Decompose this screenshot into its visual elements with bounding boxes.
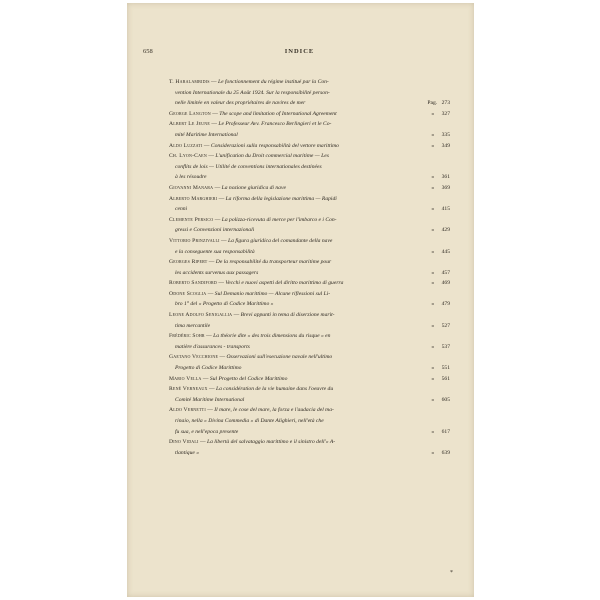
toc-entry-page-number: 429: [441, 227, 450, 234]
toc-entry-title-line: Brevi appunti in tema di diserzione marit-: [240, 312, 335, 319]
toc-entry-page-ref: [431, 204, 450, 215]
toc-entry-author: Georges Ripert: [169, 259, 208, 266]
toc-entry-title-line: Sul Progetto del Codice Marittimo: [209, 375, 288, 382]
toc-entry-author: Dino Vidali: [169, 439, 199, 446]
toc-entry-title-line: Le Professeur Avv. Francesco Berlingieri et le Co-: [218, 121, 332, 128]
toc-entry-author: George Langton: [169, 110, 211, 117]
toc-entry-text: [169, 183, 450, 194]
toc-entry-page-number: 469: [441, 280, 450, 287]
toc-entry-line: [169, 384, 410, 395]
toc-entry-line: [169, 278, 410, 289]
toc-entry-separator: —: [207, 386, 216, 393]
toc-entry: [169, 194, 450, 215]
toc-entry-text: [169, 236, 450, 257]
toc-entry-page-number: 273: [441, 100, 450, 107]
toc-entry-title-line: L'unification du Droit commercial maritime — Les: [215, 153, 329, 160]
toc-entry: [169, 151, 450, 183]
toc-entry-page-prefix: »: [431, 227, 435, 234]
toc-entry-separator: —: [219, 237, 229, 244]
toc-entry-line: [169, 352, 410, 363]
toc-entry-line: [169, 109, 410, 120]
toc-entry: [169, 109, 450, 120]
toc-entry-author: Giovanni Manara: [169, 184, 214, 191]
toc-entry-author: Odone Scoglia: [169, 290, 207, 297]
toc-entry-line: [169, 204, 410, 215]
toc-entry-text: [169, 215, 450, 236]
toc-entry-text: [169, 352, 450, 373]
toc-entry-text: [169, 119, 450, 140]
toc-entry-page-ref: [431, 130, 450, 141]
toc-entry-page-prefix: »: [431, 184, 435, 191]
toc-entry-page-prefix: »: [431, 142, 435, 149]
toc-entry-page-prefix: »: [431, 322, 435, 329]
toc-entry-title-line: De la responsabilité du transporteur maritime pour: [215, 259, 332, 266]
toc-entry-title-line: e la conseguente sua responsabilità: [175, 248, 255, 255]
toc-entry-title-line: Comité Maritime International: [175, 396, 245, 403]
toc-entry-page-number: 361: [441, 174, 450, 181]
toc-entry-page-number: 415: [441, 206, 450, 213]
toc-entry: [169, 278, 450, 289]
toc-entry-page-number: 605: [441, 396, 450, 403]
toc-entry-text: [169, 310, 450, 331]
toc-entry-page-ref: [431, 278, 450, 289]
toc-entry-title-line: vention Internationale du 25 Août 1924. Sur la responsibilité person-: [175, 89, 330, 96]
toc-entry-page-number: 551: [441, 365, 450, 372]
toc-entry-line: [169, 98, 410, 109]
toc-entry-line: [169, 225, 410, 236]
toc-entry-page-prefix: »: [431, 449, 435, 456]
toc-entry-line: [169, 172, 410, 183]
toc-entry-page-ref: [431, 141, 450, 152]
toc-entry-line: [169, 215, 410, 226]
toc-entry-separator: —: [209, 79, 219, 85]
toc-entry-text: [169, 331, 450, 352]
toc-entry-author: Aldo Vernetti: [169, 407, 206, 414]
toc-entry: [169, 331, 450, 352]
toc-entry-line: [169, 405, 410, 416]
toc-entry-text: [169, 437, 450, 458]
toc-entry-page-number: 479: [441, 301, 450, 308]
toc-entry-page-prefix: »: [431, 365, 435, 372]
toc-entry-title-line: conflits de lois — Utilité de conventions internationales destinées: [175, 163, 322, 170]
toc-entry-title-line: cenni: [175, 206, 188, 213]
toc-entry-separator: —: [207, 259, 216, 266]
toc-entry-line: [169, 236, 410, 247]
toc-entry-line: [169, 416, 410, 427]
toc-entry-page-prefix: »: [431, 174, 435, 181]
table-of-contents: [169, 77, 450, 458]
toc-entry-separator: —: [213, 216, 222, 223]
toc-entry: [169, 405, 450, 437]
toc-entry-title-line: Considerazioni sulla responsabilità del vettore marittimo: [210, 142, 339, 149]
toc-entry-line: [169, 141, 410, 152]
toc-entry: [169, 236, 450, 257]
toc-entry-title-line: La considération de la vie humaine dans l'oeuvre du: [215, 386, 334, 393]
toc-entry-page-ref: [431, 247, 450, 258]
toc-entry: [169, 77, 450, 109]
toc-entry-title-line: Il mare, le cose del mare, la forza e l'audacia del ma-: [214, 407, 334, 414]
toc-entry-separator: —: [206, 153, 216, 160]
toc-entry: [169, 183, 450, 194]
toc-entry-line: [169, 77, 410, 88]
toc-entry-author: T. Haralambidis: [169, 79, 210, 85]
toc-entry-line: [169, 247, 410, 258]
toc-entry-page-number: 457: [441, 269, 450, 276]
toc-entry-title-line: La théorie dite « des trois dimensions du risque » en: [213, 333, 331, 340]
toc-entry: [169, 257, 450, 278]
toc-entry-page-number: 639: [441, 449, 450, 456]
toc-entry-page-ref: [431, 448, 450, 459]
toc-entry-page-ref: [431, 395, 450, 406]
toc-entry-title-line: La figura giuridica del comandante della nave: [228, 237, 333, 244]
toc-entry-title-line: La libertà del salvataggio marittimo e il sinistro dell'« A-: [206, 439, 336, 446]
toc-entry-line: [169, 331, 410, 342]
toc-entry-author: Leone Adolfo Senigallia: [169, 312, 233, 319]
toc-entry-title-line: rinaio, nella « Divina Commedia » di Dante Alighieri, nell'età che: [175, 418, 324, 424]
toc-entry-line: [169, 374, 410, 385]
toc-entry-page-number: 369: [441, 184, 450, 191]
toc-entry-page-prefix: Pag.: [427, 100, 438, 107]
toc-entry-line: [169, 395, 410, 406]
toc-entry-separator: —: [202, 142, 211, 149]
toc-entry-title-line: bro 1° del « Progetto di Codice Marittimo »: [175, 301, 274, 308]
book-page: [127, 3, 474, 597]
toc-entry-page-ref: [427, 98, 450, 109]
toc-entry-page-prefix: »: [431, 428, 435, 435]
running-head: [143, 48, 456, 60]
toc-entry-page-ref: [431, 299, 450, 310]
toc-entry-title-line: Vecchi e nuovi aspetti del diritto marittimo di guerra: [225, 280, 344, 287]
toc-entry-title-line: Osservazioni sull'esecuzione navale nell'ultimo: [226, 354, 333, 361]
toc-entry-text: [169, 77, 450, 109]
toc-entry-separator: —: [232, 312, 241, 319]
toc-entry-page-number: 537: [441, 343, 450, 350]
toc-entry-author: René Verneaux: [169, 386, 208, 393]
toc-entry-author: Frédéric Sohr: [169, 333, 205, 340]
toc-entry-line: [169, 289, 410, 300]
toc-entry-line: [169, 342, 410, 353]
toc-entry-separator: —: [218, 354, 227, 361]
toc-entry-page-prefix: »: [431, 396, 435, 403]
toc-entry-page-number: 349: [441, 142, 450, 149]
toc-entry-page-number: 561: [441, 375, 450, 382]
toc-entry-line: [169, 448, 410, 459]
toc-entry-line: [169, 310, 410, 321]
toc-entry-text: [169, 109, 450, 120]
toc-entry-title-line: nelle limitée en valeur des propriétaires de navires de mer: [175, 100, 306, 107]
toc-entry-separator: —: [210, 110, 220, 117]
toc-entry-line: [169, 183, 410, 194]
toc-entry-title-line: fu sua, e nell'epoca presente: [175, 428, 239, 435]
toc-entry-line: [169, 268, 410, 279]
toc-entry-page-ref: [431, 268, 450, 279]
toc-entry: [169, 374, 450, 385]
toc-entry-title-line: Sul Demanio marittimo — Alcune riflessioni sul Li-: [214, 290, 331, 297]
toc-entry-separator: —: [206, 290, 215, 297]
toc-entry-page-ref: [431, 183, 450, 194]
toc-entry-author: Clemente Persico: [169, 216, 214, 223]
toc-entry-page-ref: [431, 321, 450, 332]
toc-entry-text: [169, 384, 450, 405]
toc-entry-page-prefix: »: [431, 269, 435, 276]
toc-entry: [169, 141, 450, 152]
toc-entry-page-number: 327: [441, 110, 450, 117]
toc-entry-title-line: tima mercantile: [175, 322, 211, 329]
toc-entry-page-ref: [431, 109, 450, 120]
toc-entry-title-line: Progetto di Codice Marittimo: [175, 365, 242, 372]
toc-entry-page-prefix: »: [431, 131, 435, 138]
toc-entry-line: [169, 194, 410, 205]
toc-entry-text: [169, 278, 450, 289]
toc-entry-page-number: 527: [441, 322, 450, 329]
toc-entry-title-line: La nozione giuridica di nave: [221, 184, 286, 191]
toc-entry-page-ref: [431, 363, 450, 374]
toc-entry-separator: —: [205, 407, 215, 414]
toc-entry-author: Aldo Luzzati: [169, 142, 203, 149]
toc-entry-page-ref: [431, 172, 450, 183]
toc-entry-title-line: mité Maritime International: [175, 131, 238, 138]
toc-entry-line: [169, 88, 410, 99]
toc-entry-separator: —: [213, 184, 222, 191]
toc-entry: [169, 384, 450, 405]
toc-entry-line: [169, 162, 410, 173]
toc-entry-separator: —: [217, 280, 226, 287]
toc-entry-line: [169, 299, 410, 310]
toc-entry-title-line: tlantique »: [175, 449, 200, 456]
toc-entry-page-number: 335: [441, 131, 450, 138]
toc-entry-line: [169, 119, 410, 130]
toc-entry-separator: —: [198, 439, 207, 446]
toc-entry: [169, 437, 450, 458]
toc-entry-page-prefix: »: [431, 343, 435, 350]
toc-entry-text: [169, 289, 450, 310]
toc-entry: [169, 215, 450, 236]
toc-entry-line: [169, 130, 410, 141]
toc-entry-line: [169, 151, 410, 162]
toc-entry-page-prefix: »: [431, 206, 435, 213]
toc-entry-author: Roberto Sandiford: [169, 280, 217, 287]
page-number: 658: [143, 48, 153, 55]
toc-entry-title-line: Le fonctionnement du régime institué par la Con-: [218, 79, 329, 85]
toc-entry-title-line: matière d'assurances - transports: [175, 343, 250, 350]
toc-entry: [169, 352, 450, 373]
toc-entry-line: [169, 427, 410, 438]
toc-entry-text: [169, 194, 450, 215]
toc-entry-title-line: à les résoudre: [175, 174, 207, 181]
toc-entry-author: Gaetano Vecchione: [169, 354, 219, 361]
toc-entry: [169, 310, 450, 331]
toc-entry-text: [169, 405, 450, 437]
footer-mark: *: [450, 570, 453, 576]
toc-entry-author: Alberto Marghieri: [169, 195, 218, 202]
toc-entry-separator: —: [209, 121, 219, 128]
toc-entry-page-ref: [431, 342, 450, 353]
toc-entry-line: [169, 321, 410, 332]
toc-entry-title-line: The scope and limitation of International Agreement: [219, 110, 337, 117]
toc-entry-text: [169, 151, 450, 183]
toc-entry-page-prefix: »: [431, 301, 435, 308]
toc-entry-title-line: gressi e Convenzioni internazionali: [175, 227, 255, 234]
toc-entry-page-prefix: »: [431, 375, 435, 382]
toc-entry-author: Albert Le Jeune: [169, 121, 210, 128]
toc-entry-text: [169, 257, 450, 278]
toc-entry-page-ref: [431, 427, 450, 438]
toc-entry-title-line: les accidents survenus aux passagers: [175, 269, 259, 276]
toc-entry-page-ref: [431, 225, 450, 236]
toc-entry-separator: —: [204, 333, 214, 340]
toc-entry: [169, 289, 450, 310]
toc-entry-title-line: La polizza-ricevuta di merce per l'imbarco e i Con-: [221, 216, 337, 223]
page-heading: INDICE: [284, 48, 315, 55]
toc-entry-line: [169, 257, 410, 268]
toc-entry-author: Vittorio Prinzivalli: [169, 237, 220, 244]
toc-entry-line: [169, 437, 410, 448]
toc-entry-author: Ch. Lyon-Caen: [169, 153, 207, 160]
toc-entry-page-ref: [431, 374, 450, 385]
toc-entry-separator: —: [217, 195, 226, 202]
toc-entry: [169, 119, 450, 140]
toc-entry-page-prefix: »: [431, 280, 435, 287]
toc-entry-title-line: La riforma della legislazione marittima — Rapidi: [225, 195, 337, 202]
toc-entry-page-prefix: »: [431, 110, 435, 117]
toc-entry-author: Mario Vella: [169, 375, 202, 382]
toc-entry-text: [169, 374, 450, 385]
toc-entry-page-prefix: »: [431, 248, 435, 255]
toc-entry-page-number: 445: [441, 248, 450, 255]
toc-entry-text: [169, 141, 450, 152]
toc-entry-line: [169, 363, 410, 374]
toc-entry-page-number: 617: [441, 428, 450, 435]
toc-entry-separator: —: [201, 375, 210, 382]
